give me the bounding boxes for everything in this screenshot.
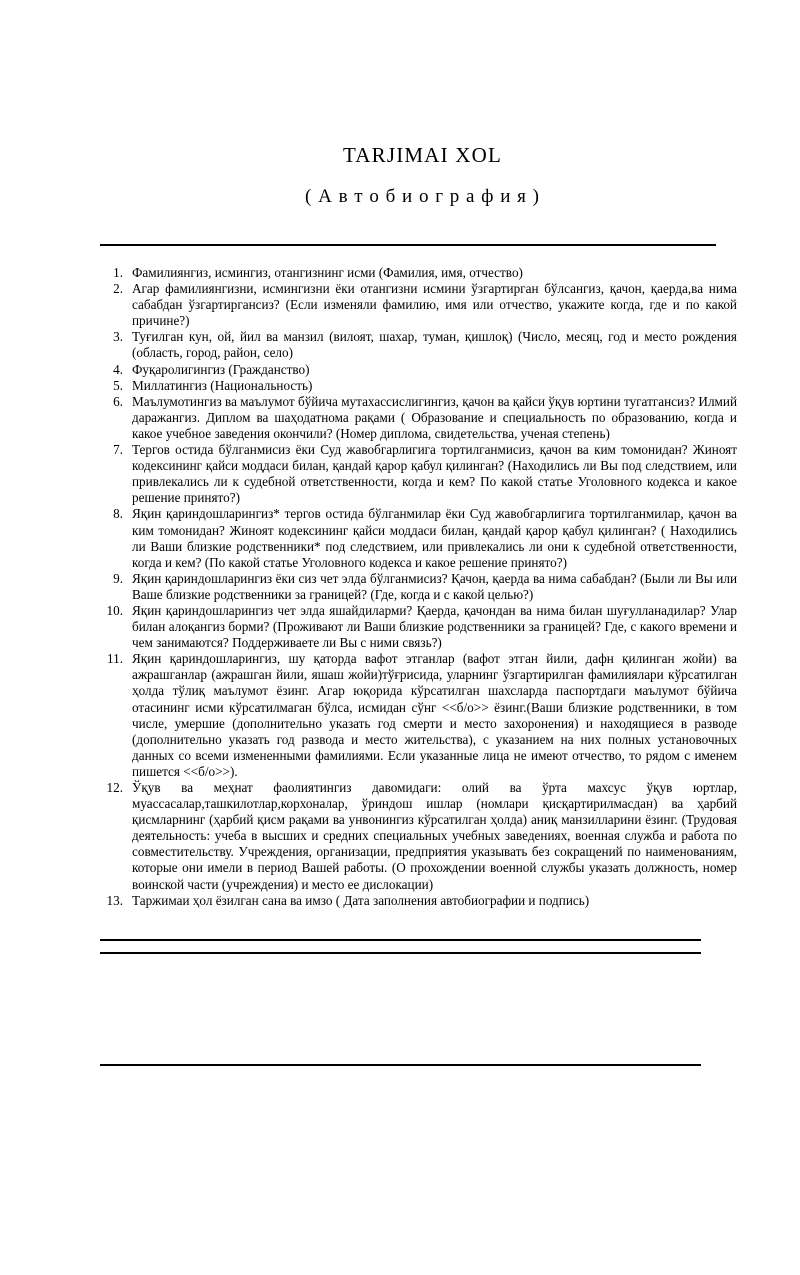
list-item [104,378,737,394]
list-item [104,780,737,893]
list-item [104,265,737,281]
footer-divider [100,1064,701,1066]
item-text: Фамилиянгиз, исмингиз, отангизнинг исми (Фамилия, имя, отчество) [132,265,523,280]
question-list [104,265,737,909]
document-header [100,144,745,207]
document-title: TARJIMAI XOL [342,143,503,167]
item-text: Миллатингиз (Национальность) [132,377,313,393]
list-item [104,362,737,378]
item-text: Яқин қариндошларингиз чет элда яшайдиларми? Қаерда, қачондан ва нима билан шуғулланадилар? Улар билан алоқангиз борми? (Проживают ли Ваши близкие родственники за границей? Где, с какого времени и чем занимаются? Поддерживаете ли Вы с ними связь?) [132,602,737,651]
list-item [104,281,737,329]
item-number: 3. [113,329,123,345]
list-item [104,506,737,570]
item-number: 9. [113,570,123,586]
item-number: 4. [113,361,123,377]
document-subtitle: ( А в т о б и о г р а ф и я ) [305,186,540,207]
item-text: Тергов остида бўлганмисиз ёки Суд жавобгарлигига тортилганмисиз, қачон ва ким томонидан? Жиноят кодексининг қайси моддаси билан, қандай қарор қабул қилинган? (Находились ли Вы под следствием, или привлекались ли к судебной ответственности, когда и кем? По какой статье Уголовного кодекса и какое решение принято?) [132,442,737,506]
item-number: 8. [113,506,123,522]
item-number: 13. [106,892,123,908]
list-item [104,394,737,442]
header-divider [100,244,716,246]
item-number: 1. [113,265,123,280]
item-text: Маълумотингиз ва маълумот бўйича мутахассислигингиз, қачон ва қайси ўқув юртини тугатгансиз? Илмий даражангиз. Диплом ва шаҳодатнома рақами ( Образование и специальность по образованию, когда и какое учебное заведения окончили? (Номер диплома, свидетельства, ученая степень) [132,393,737,441]
list-item [104,651,737,780]
signature-divider [100,939,701,954]
item-number: 5. [113,377,123,393]
list-item [104,603,737,651]
item-text: Яқин қариндошларингиз, шу қаторда вафот этганлар (вафот этган йили, дафн қилинган жойи) ва ажрашганлар (ажрашган йили, яшаш жойи)тўғрисида, уларнинг ўзгартирилган фамилиялари кўрсатилган ҳолда тўлиқ маълумот ёзинг. Агар юқорида кўрсатилган шахсларда паспортдаги маълумот бўйича отасининг исми кўрсатилмаган бўлса, исмидан сўнг <<б/о>> ёзинг.(Ваши близкие родственники, в том числе, умершие (дополнительно указать год смерти и место захоронения) и находящиеся в разводе (дополнительно указать год развода и место жительства), с указанием на них полных установочных данных со всеми измененными фамилиями. Если указанные лица не имеют отчество, то рядом с именем пишется <<б/о>>). [132,651,737,779]
list-item [104,442,737,506]
item-text: Ўқув ва меҳнат фаолиятингиз давомидаги: олий ва ўрта махсус ўқув юртлар, муассасалар,ташкилотлар,корхоналар, ўриндош ишлар (номлари қисқартирилмасдан) ва ҳарбий қисмларнинг (ҳарбий қисм рақами ва унвонингиз кўрсатилган ҳолда) аниқ манзилларини ёзинг. (Трудовая деятельность: учеба в высших и средних специальных учебных заведениях, военная служба и работа по совместительству. Учреждения, организации, предприятия указывать без сокращений по наименованиям, которые они имели в период Вашей работы. (О прохождении военной службы указать должность, номер воинской части (учреждения) и место ее дислокации) [132,780,737,892]
item-number: 2. [113,281,123,297]
item-text: Фуқаролигингиз (Гражданство) [132,361,310,377]
list-item [104,893,737,909]
item-number: 6. [113,393,123,409]
item-text: Туғилган кун, ой, йил ва манзил (вилоят, шахар, туман, қишлоқ) (Число, месяц, год и место рождения (область, город, район, село) [132,329,737,361]
item-number: 7. [113,442,123,458]
list-item [104,571,737,603]
item-text: Таржимаи ҳол ёзилган сана ва имзо ( Дата заполнения автобиографии и подпись) [132,892,590,908]
item-text: Яқин қариндошларингиз ёки сиз чет элда бўлганмисиз? Қачон, қаерда ва нима сабабдан? (Были ли Вы или Ваше близкие родственники за границей? (Где, когда и с какой целью?) [132,570,737,602]
item-number: 12. [106,780,123,795]
item-number: 10. [106,602,123,618]
item-text: Яқин қариндошларингиз* тергов остида бўлганмилар ёки Суд жавобгарлигига тортилганмилар, қачон ва ким томонидан? Жиноят кодексининг қайси моддаси билан, қандай қарор қабул қилинган? ( Находились ли Ваши близкие родственники* под следствием, или привлекались ли они к судебной ответственности, когда и кем? (По какой статье Уголовного кодекса и какое решение принято?) [132,506,737,570]
item-text: Агар фамилиянгизни, исмингизни ёки отангизни исмини ўзгартирган бўлсангиз, қачон, қаерда,ва нима сабабдан ўзгартиргансиз? (Если изменяли фамилию, имя или отчество, укажите когда, где и по какой причине?) [132,281,737,329]
list-item [104,329,737,361]
document-page [0,144,800,1275]
item-number: 11. [107,651,123,667]
